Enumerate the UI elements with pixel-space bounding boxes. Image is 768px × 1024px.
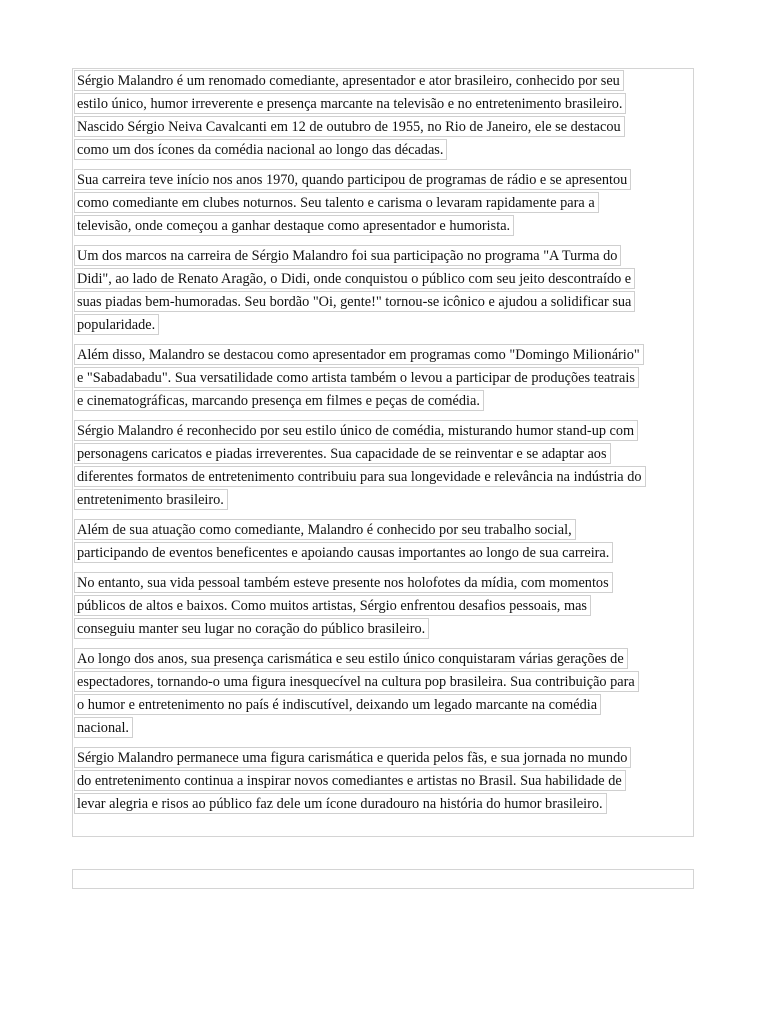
text-line: televisão, onde começou a ganhar destaque como apresentador e humorista.	[74, 215, 514, 236]
text-line: personagens caricatos e piadas irreverentes. Sua capacidade de se reinventar e se adaptar aos	[74, 443, 611, 464]
paragraph-5	[74, 420, 694, 512]
paragraph-8	[74, 648, 694, 740]
text-line: Além disso, Malandro se destacou como apresentador em programas como "Domingo Milionário"	[74, 344, 644, 365]
text-line: o humor e entretenimento no país é indiscutível, deixando um legado marcante na comédia	[74, 694, 601, 715]
paragraph-1	[74, 70, 694, 162]
paragraph-2	[74, 169, 694, 238]
text-line: entretenimento brasileiro.	[74, 489, 228, 510]
text-line: públicos de altos e baixos. Como muitos artistas, Sérgio enfrentou desafios pessoais, mas	[74, 595, 591, 616]
text-line: Sérgio Malandro permanece uma figura carismática e querida pelos fãs, e sua jornada no mundo	[74, 747, 631, 768]
footer-box	[72, 869, 694, 889]
text-line: Sérgio Malandro é reconhecido por seu estilo único de comédia, misturando humor stand-up com	[74, 420, 638, 441]
text-line: Além de sua atuação como comediante, Malandro é conhecido por seu trabalho social,	[74, 519, 576, 540]
text-line: e "Sabadabadu". Sua versatilidade como artista também o levou a participar de produções teatrais	[74, 367, 639, 388]
text-line: como um dos ícones da comédia nacional ao longo das décadas.	[74, 139, 447, 160]
text-line: diferentes formatos de entretenimento contribuiu para sua longevidade e relevância na indústria do	[74, 466, 646, 487]
text-line: Um dos marcos na carreira de Sérgio Malandro foi sua participação no programa "A Turma do	[74, 245, 621, 266]
text-line: Sua carreira teve início nos anos 1970, quando participou de programas de rádio e se apresentou	[74, 169, 631, 190]
text-line: Ao longo dos anos, sua presença carismática e seu estilo único conquistaram várias gerações de	[74, 648, 628, 669]
text-line: participando de eventos beneficentes e apoiando causas importantes ao longo de sua carreira.	[74, 542, 613, 563]
text-line: popularidade.	[74, 314, 159, 335]
text-line: Nascido Sérgio Neiva Cavalcanti em 12 de outubro de 1955, no Rio de Janeiro, ele se destacou	[74, 116, 625, 137]
paragraph-6	[74, 519, 694, 565]
text-line: conseguiu manter seu lugar no coração do público brasileiro.	[74, 618, 429, 639]
text-line: levar alegria e risos ao público faz dele um ícone duradouro na história do humor brasileiro.	[74, 793, 607, 814]
text-line: e cinematográficas, marcando presença em filmes e peças de comédia.	[74, 390, 484, 411]
paragraph-9	[74, 747, 694, 816]
text-line: suas piadas bem-humoradas. Seu bordão "Oi, gente!" tornou-se icônico e ajudou a solidificar sua	[74, 291, 635, 312]
text-line: do entretenimento continua a inspirar novos comediantes e artistas no Brasil. Sua habilidade de	[74, 770, 626, 791]
paragraph-4	[74, 344, 694, 413]
text-line: Sérgio Malandro é um renomado comediante, apresentador e ator brasileiro, conhecido por seu	[74, 70, 624, 91]
paragraph-7	[74, 572, 694, 641]
paragraph-3	[74, 245, 694, 337]
text-line: estilo único, humor irreverente e presença marcante na televisão e no entretenimento brasileiro.	[74, 93, 626, 114]
document-body	[74, 70, 694, 823]
text-line: Didi", ao lado de Renato Aragão, o Didi, onde conquistou o público com seu jeito descontraído e	[74, 268, 635, 289]
text-line: No entanto, sua vida pessoal também esteve presente nos holofotes da mídia, com momentos	[74, 572, 613, 593]
text-line: espectadores, tornando-o uma figura inesquecível na cultura pop brasileira. Sua contribuição para	[74, 671, 639, 692]
text-line: como comediante em clubes noturnos. Seu talento e carisma o levaram rapidamente para a	[74, 192, 599, 213]
text-line: nacional.	[74, 717, 133, 738]
